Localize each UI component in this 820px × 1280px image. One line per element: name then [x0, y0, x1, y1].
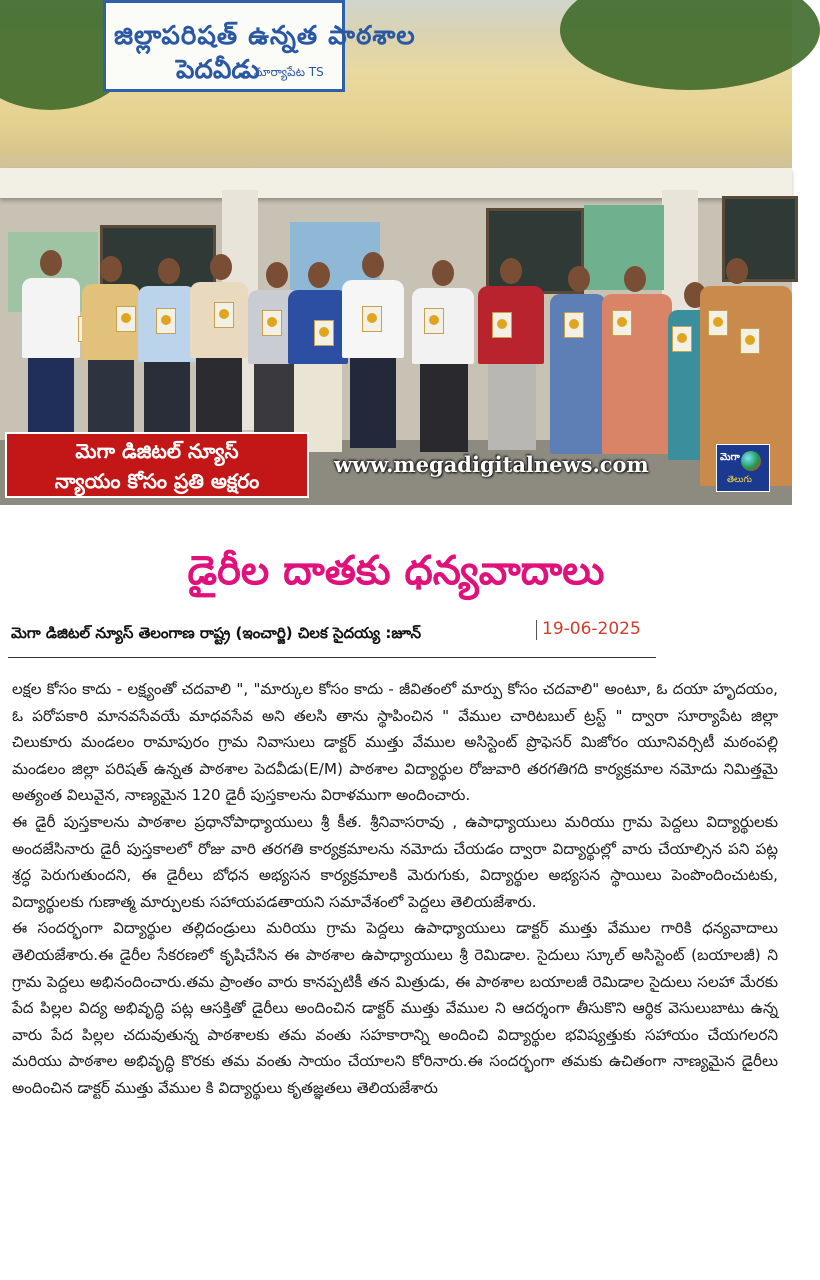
article-date: 19-06-2025: [542, 619, 641, 639]
article-paragraph: ఈ డైరీ పుస్తకాలను పాఠశాల ప్రధానోపాధ్యాయులు శ్రీ కీత. శ్రీనివాసరావు , ఉపాధ్యాయులు మరియు గ్రామ పెద్దలు విద్యార్థులకు అందజేసినారు డైరీ పుస్తకాలలో రోజు వారి తరగతి కార్యక్రమాలను నమోదు చేయడం ద్వారా విద్యార్థుల్లో వారు చేయాల్సిన పని పట్ల శ్రద్ధ పెరుగుతుందని, ఈ డైరీలు బోధన అభ్యసన కార్యక్రమాలకి మెరుగుకు, విద్యార్థుల అభ్యసన స్థాయిలు పెంపొందించుటకు, విద్యార్థులకు గుణాత్మ మార్పులకు సహాయపడతాయని సమావేశంలో పెద్దలు తెలియజేశారు.: [12, 812, 778, 911]
mega-logo-icon: [716, 444, 770, 492]
website-url: www.megadigitalnews.com: [334, 452, 649, 477]
byline-separator: [536, 620, 537, 640]
article-paragraph: లక్షల కోసం కాదు - లక్ష్యంతో చదవాలి ", "మార్కుల కోసం కాదు - జీవితంలో మార్పు కోసం చదవాలి" అంటూ, ఓ దయా హృదయం, ఓ పరోపకారి మానవసేవయే మాధవసేవ అని తలసి తాను స్థాపించిన " వేముల చారిటబుల్ ట్రస్ట్ " ద్వారా సూర్యాపేట జిల్లా చిలుకూరు మండలం రామాపురం గ్రామ నివాసులు డాక్టర్ ముత్తు వేముల అసిస్టెంట్ ప్రొఫెసర్ మిజోరం యూనివర్సిటీ మఠంపల్లి మండలం జిల్లా పరిషత్ ఉన్నత పాఠశాల పెదవీడు(E/M) పాఠశాల విద్యార్థుల రోజువారి తరగతిగది కార్యక్రమాల నమోదు నిమిత్తమై అత్యంత విలువైన, నాణ్యమైన 120 డైరీ పుస్తకాలను విరాళముగా అందించారు.: [12, 680, 778, 805]
brand-banner: [5, 432, 309, 498]
article-paragraph: ఈ సందర్భంగా విద్యార్థుల తల్లిదండ్రులు మరియు గ్రామ పెద్దలు ఉపాధ్యాయులు డాక్టర్ ముత్తు వేముల గారికి ధన్యవాదాలు తెలియజేశారు.ఈ డైరీల సేకరణలో కృషిచేసిన ఈ పాఠశాల ఉపాధ్యాయులు శ్రీ రెమిడాల. సైదులు స్కూల్ అసిస్టెంట్ (బయాలజీ) ని గ్రామ పెద్దలు అభినందించారు.తమ ప్రాంతం వారు కానప్పటికీ తన మిత్రుడు, ఈ పాఠశాల బయాలజీ రెమిడాల సైదులు సలహా మేరకు పేద పిల్లల విద్య అభివృద్ధి పట్ల ఆసక్తితో డైరీలు అందించిన డాక్టర్ ముత్తు వేముల ని ఆదర్శంగా తీసుకొని ఆర్థిక వెసులుబాటు ఉన్న వారు పేద పిల్లల చదువుతున్న పాఠశాలకు తమ వంతు సహకారాన్ని అందించి విద్యార్థుల భవిష్యత్తుకు సహాయం చేయగలరని మరియు పాఠశాల అభివృద్ధి కొరకు తమ వంతు సాయం చేయాలని కోరినారు.ఈ సందర్భంగా తమకు ఉచితంగా నాణ్యమైన డైరీలు అందించిన డాక్టర్ ముత్తు వేముల కి విద్యార్థులు కృతజ్ఞతలు తెలియజేశారు: [12, 919, 778, 1097]
brand-tagline: న్యాయం కోసం ప్రతి అక్షరం: [54, 469, 260, 493]
logo-top-text: మెగా: [720, 452, 740, 463]
brand-name: మెగా డిజిటల్ న్యూస్: [75, 439, 239, 463]
news-photo: [0, 0, 792, 505]
school-signboard: [103, 0, 416, 92]
logo-bottom-text: తెలుగు: [727, 475, 752, 485]
article-headline: డైరీల దాతకు ధన్యవాదాలు: [187, 548, 605, 594]
article-body: [12, 676, 778, 1102]
article-byline: మెగా డిజిటల్ న్యూస్ తెలంగాణ రాష్ట్ర (ఇంచార్జి) చిలక సైదయ్య :జూన్: [11, 624, 422, 642]
tree-foliage-right: [560, 0, 820, 90]
school-sign-line3: సూర్యాపేట TS: [254, 65, 324, 79]
school-sign-line2: పెదవీడు: [176, 55, 260, 85]
school-sign-line1: జిల్లాపరిషత్ ఉన్నత పాఠశాల: [114, 21, 416, 51]
divider-line: [8, 657, 656, 658]
globe-icon: [741, 451, 761, 471]
